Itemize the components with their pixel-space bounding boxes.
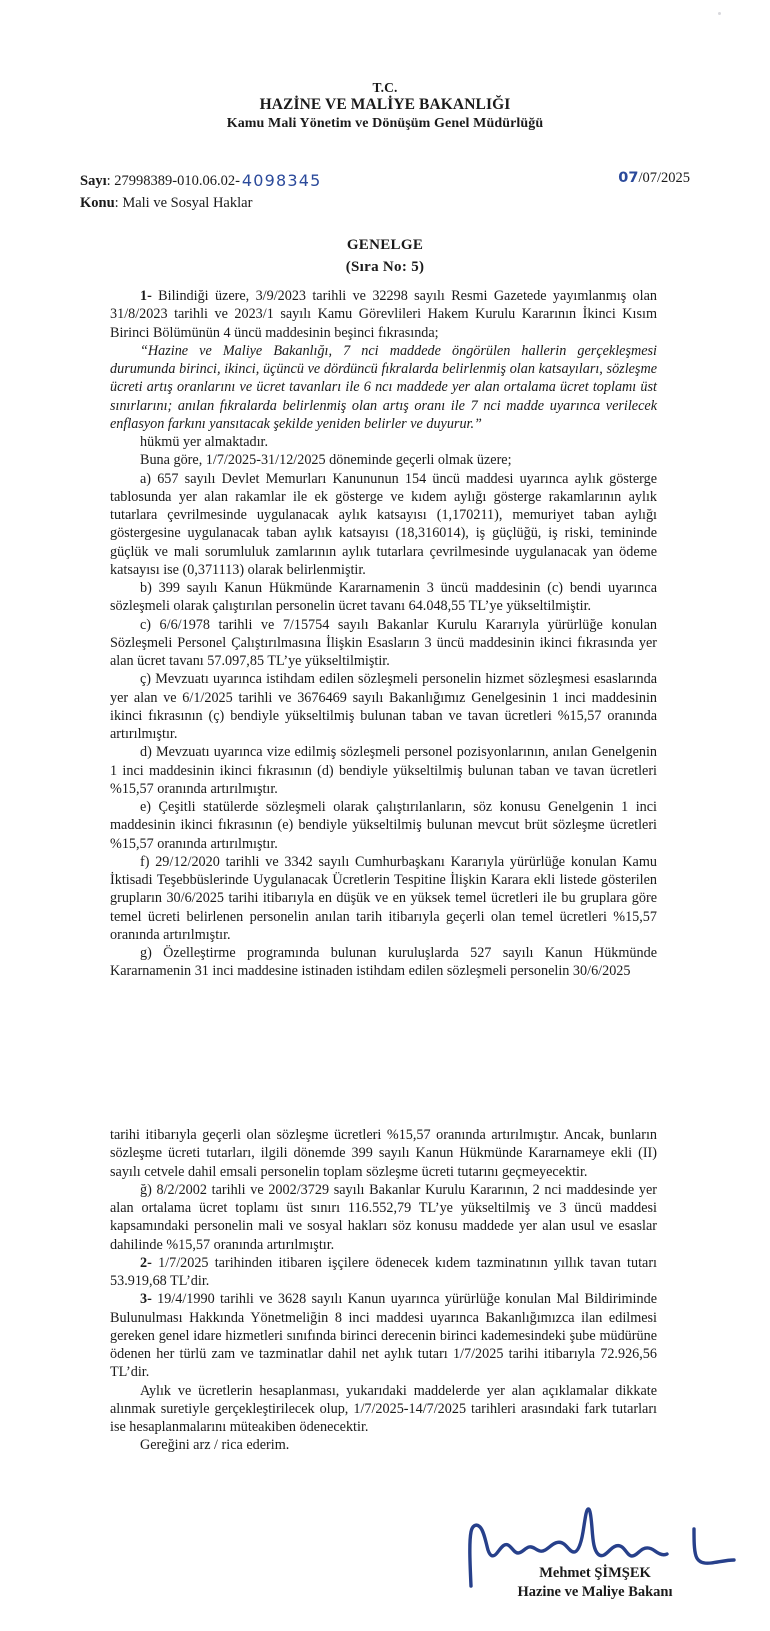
sayi-handwritten-number: 4098345 bbox=[241, 171, 322, 190]
letterhead bbox=[0, 80, 770, 132]
hukmu-line: hükmü yer almaktadır. bbox=[140, 434, 269, 450]
clause-e: e) Çeşitli statülerde sözleşmeli olarak çalıştırılanların, söz konusu Genelgenin 1 inci maddesinin ikinci fıkrasının (e) bendiyle yükseltilmiş bulunan mevcut brüt sözleşme ücretleri %15,57 oranında artırılmıştır. bbox=[110, 799, 657, 852]
clause-g-continued: tarihi itibarıyla geçerli olan sözleşme ücretleri %15,57 oranında artırılmıştır. Ancak, bunların sözleşme ücreti tutarları, ilgili dönemde 399 sayılı Kanun Hükmünde Kararnameye ekli (II) sayılı cetvele dahil emsali personelin toplam sözleşme ücreti tutarını geçmeyecektir. bbox=[110, 1127, 657, 1180]
paragraph-2 bbox=[110, 1254, 657, 1291]
sayi-label: Sayı bbox=[80, 173, 107, 189]
paragraph-2-number: 2- bbox=[140, 1254, 152, 1271]
body-first-block bbox=[110, 287, 657, 981]
paragraph-1-number: 1- bbox=[140, 288, 152, 304]
date-handwritten-digit: 07 bbox=[618, 170, 639, 186]
quoted-provision: “Hazine ve Maliye Bakanlığı, 7 nci maddede öngörülen hallerin gerçekleşmesi durumunda birinci, ikinci, üçüncü ve dördüncü fıkralarda belirlenmiş olan katsayıları, sözleşme ücreti artış oranlarını ve ücret tavanları ile 6 ncı maddede yer alan ortalama ücret toplamı üst sınırlarını; anılan fıkralarda belirlenmiş olan artış oranı ile 7 nci madde uyarınca verilecek enflasyon farkını yansıtacak şekilde yeniden belirler ve duyurur.” bbox=[110, 342, 657, 432]
closing-request: Gereğini arz / rica ederim. bbox=[140, 1437, 290, 1454]
clause-a: a) 657 sayılı Devlet Memurları Kanununun 154 üncü maddesi uyarınca aylık gösterge tablosunda yer alan rakamlar ile ek gösterge ve kıdem aylığı gösterge rakamlarının aylık tutarlara çevrilmesinde uygulanacak aylık katsayısı (1,170211), memuriyet taban aylığı göstergesine uygulanacak taban aylık katsayısı (18,316014), iş güçlüğü, iş riski, temininde güçlük ve mali sorumluluk zamlarının aylık tutarlara çevrilmesinde uygulanacak yan ödeme katsayısı ise (0,371113) olarak belirlenmiştir. bbox=[110, 470, 657, 578]
clause-f: f) 29/12/2020 tarihli ve 3342 sayılı Cumhurbaşkanı Kararıyla yürürlüğe konulan Kamu İktisadi Teşebbüslerinde Uygulanacak Ücretlerin Tespitine İlişkin Karara ekli listede gösterilen grupların 30/6/2025 tarihi itibarıyla en düşük ve en yüksek temel ücretleri ile bu gruplara göre temel ücreti belirlenen personelin anılan tarih itibarıyla geçerli olan temel ücretleri %15,57 oranında artırılmıştır. bbox=[110, 853, 657, 943]
konu-row bbox=[80, 193, 690, 215]
date-rest: /07/2025 bbox=[638, 170, 690, 186]
letterhead-department: Kamu Mali Yönetim ve Dönüşüm Genel Müdürlüğü bbox=[226, 116, 544, 132]
signer-name: Mehmet ŞİMŞEK bbox=[539, 1565, 651, 1581]
letterhead-tc: T.C. bbox=[372, 80, 398, 95]
clause-b: b) 399 sayılı Kanun Hükmünde Kararnamenin 3 üncü maddesinin (c) bendi uyarınca sözleşmeli olarak çalıştırılan personelin ücret tavanı 64.048,55 TL’ye yükseltilmiştir. bbox=[110, 580, 657, 615]
scan-speck bbox=[718, 12, 721, 15]
clause-g-breve: ğ) 8/2/2002 tarihli ve 2002/3729 sayılı Bakanlar Kurulu Kararının, 2 nci maddesinde yer alan ortalama ücret toplamı üst sınırı 116.552,79 TL’ye yükseltilmiş ve 3 üncü maddesi kapsamındaki personelin mali ve sosyal hakları söz konusu maddede yer alan usul ve esaslar dahilinde %15,57 oranında artırılmıştır. bbox=[110, 1181, 657, 1253]
letterhead-ministry: HAZİNE VE MALİYE BAKANLIĞI bbox=[259, 96, 511, 114]
clause-d: d) Mevzuatı uyarınca vize edilmiş sözleşmeli personel pozisyonlarının, anılan Genelgenin 1 inci maddesinin ikinci fıkrasının (d) bendiyle yükseltilmiş bulunan taban ve tavan ücretleri %15,57 oranında artırılmıştır. bbox=[110, 744, 657, 797]
document-title bbox=[0, 235, 770, 279]
closing-paragraph: Aylık ve ücretlerin hesaplanması, yukarıdaki maddelerde yer alan açıklamalar dikkate alınmak suretiyle gerçekleştirilecek olup, 1/7/2025-14/7/2025 tarihleri arasındaki fark tutarları ise hesaplanmalarını müteakiben ödenecektir. bbox=[110, 1382, 657, 1435]
paragraph-3 bbox=[110, 1290, 657, 1381]
paragraph-2-text: 1/7/2025 tarihinden itibaren işçilere ödenecek kıdem tazminatının yıllık tavan tutarı 53.919,68 TL’dir. bbox=[110, 1254, 657, 1289]
paragraph-3-number: 3- bbox=[140, 1291, 152, 1308]
sayi-row bbox=[80, 168, 690, 193]
signature-block bbox=[430, 1498, 760, 1602]
document-date bbox=[618, 168, 690, 190]
buna-gore-line: Buna göre, 1/7/2025-31/12/2025 döneminde geçerli olmak üzere; bbox=[140, 452, 512, 469]
document-meta bbox=[80, 168, 690, 215]
paragraph-1 bbox=[110, 287, 657, 342]
paragraph-1-text: Bilindiği üzere, 3/9/2023 tarihli ve 32298 sayılı Resmi Gazetede yayımlanmış olan 31/8/2023 tarihli ve 2023/1 sayılı Kamu Görevlileri Hakem Kurulu Kararının İkinci Kısım Birinci Bölümünün 4 üncü maddesinin beşinci fıkrasında; bbox=[110, 288, 657, 341]
clause-g: g) Özelleştirme programında bulunan kuruluşlarda 527 sayılı Kanun Hükmünde Kararnamenin 31 inci maddesine istinaden istihdam edilen sözleşmeli personelin 30/6/2025 bbox=[110, 945, 657, 980]
body-second-block bbox=[110, 1126, 657, 1455]
signer-role: Hazine ve Maliye Bakanı bbox=[517, 1583, 673, 1600]
title-genelge: GENELGE bbox=[346, 237, 424, 253]
konu-label: Konu bbox=[80, 194, 115, 211]
title-sira-no: (Sıra No: 5) bbox=[345, 258, 425, 275]
clause-c: c) 6/6/1978 tarihli ve 7/15754 sayılı Bakanlar Kurulu Kararıyla yürürlüğe konulan Sözleşmeli Personel Çalıştırılmasına İlişkin Esasların 3 üncü maddesinin ikinci fıkrasında yer alan ücret tavanı 57.097,85 TL’ye yükseltilmiştir. bbox=[110, 616, 657, 669]
clause-c-cedilla: ç) Mevzuatı uyarınca istihdam edilen sözleşmeli personelin hizmet sözleşmesi esaslarında yer alan ve 6/1/2025 tarihli ve 3676469 sayılı Bakanlığımız Genelgesinin 1 inci maddesinin ikinci fıkrasının (ç) bendiyle yükseltilmiş bulunan taban ve tavan ücretleri %15,57 oranında artırılmıştır. bbox=[110, 671, 657, 742]
sayi-value: : 27998389-010.06.02- bbox=[106, 173, 240, 189]
konu-value: : Mali ve Sosyal Haklar bbox=[114, 194, 253, 211]
paragraph-3-text: 19/4/1990 tarihli ve 3628 sayılı Kanun uyarınca yürürlüğe konulan Mal Bildiriminde Bulunulması Hakkında Yönetmeliğin 8 inci maddesi uyarınca Bakanlığımızca ilan edilmesi gereken genel idare hizmetleri sınıfında birinci derecenin birinci kademesindeki şube müdürüne ödenen her türlü zam ve tazminatlar dahil net aylık tutarı 1/7/2025 tarihi itibarıyla 72.926,56 TL’dir. bbox=[110, 1291, 657, 1381]
